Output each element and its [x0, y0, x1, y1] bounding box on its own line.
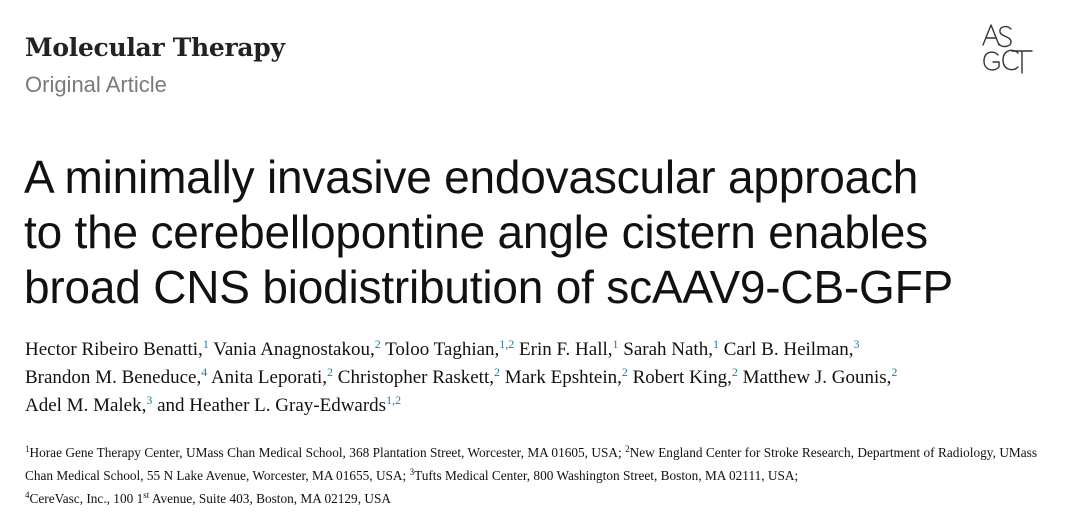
affiliation-text: Tufts Medical Center, 800 Washington Street, Boston, MA 02111, USA;: [414, 468, 799, 483]
author-name: Robert King,: [632, 367, 732, 388]
author-name: Mark Epshtein,: [504, 367, 622, 388]
author: [623, 339, 719, 360]
journal-title: Molecular Therapy: [25, 33, 285, 62]
author-name: Christopher Raskett,: [337, 367, 494, 388]
title-line: broad CNS biodistribution of scAAV9-CB-GFP: [24, 261, 954, 313]
affiliation-text: Horae Gene Therapy Center, UMass Chan Medical School, 368 Plantation Street, Worcester, MA 01605, USA;: [29, 445, 622, 460]
author: [211, 367, 333, 388]
ordinal-suffix: st: [143, 490, 150, 500]
article-type: Original Article: [25, 72, 167, 97]
author-name: Toloo Taghian,: [385, 339, 500, 360]
affiliation-text: New England Center for Stroke Research, Department of Radiology, UMass Chan Medical School, 55 N Lake Avenue, Worcester, MA 01655, USA;: [25, 445, 1037, 483]
author-affiliation-link[interactable]: 3: [853, 337, 860, 351]
asgct-logo: [978, 21, 1036, 79]
author-affiliation-link[interactable]: 2: [621, 365, 628, 379]
author-affiliation-link[interactable]: 2: [891, 365, 898, 379]
author-name: Brandon M. Beneduce,: [25, 367, 202, 388]
author-name: Anita Leporati,: [210, 367, 328, 388]
logo-text: ASGCT: [978, 21, 982, 22]
author-affiliation-link[interactable]: 1,2: [386, 393, 402, 407]
affiliation-number: 3: [409, 467, 415, 477]
author-name: Sarah Nath,: [623, 339, 713, 360]
title-line: to the cerebellopontine angle cistern enables: [24, 206, 928, 258]
author-name: Adel M. Malek,: [25, 395, 147, 416]
affiliation: [25, 445, 622, 460]
affiliation-number: 4: [25, 490, 30, 500]
author-affiliation-link[interactable]: 1: [202, 337, 209, 351]
author: [743, 367, 898, 388]
affiliation: [410, 468, 799, 483]
affiliation-number: 2: [625, 444, 630, 454]
author: [25, 339, 209, 360]
author-name: Matthew J. Gounis,: [742, 367, 892, 388]
affiliation: [25, 491, 391, 506]
article-title: [24, 150, 1024, 315]
author-affiliation-link[interactable]: 2: [374, 337, 381, 351]
author-affiliation-link[interactable]: 2: [731, 365, 738, 379]
author-affiliation-link[interactable]: 3: [146, 393, 153, 407]
author: [505, 367, 628, 388]
author-list: [25, 336, 1050, 420]
author: [25, 395, 152, 416]
affiliations: [25, 441, 1037, 510]
author-affiliation-link[interactable]: 2: [493, 365, 500, 379]
author-affiliation-link[interactable]: 1: [712, 337, 719, 351]
author: [724, 339, 860, 360]
affiliation-text: Avenue, Suite 403, Boston, MA 02129, USA: [149, 491, 391, 506]
affiliation-number: 1: [25, 444, 30, 454]
author: [338, 367, 500, 388]
author: [213, 339, 380, 360]
author: [25, 367, 207, 388]
title-line: A minimally invasive endovascular approach: [24, 151, 919, 203]
author-affiliation-link[interactable]: 1,2: [499, 337, 515, 351]
author: [385, 339, 514, 360]
author-name: Vania Anagnostakou,: [213, 339, 375, 360]
author-name: Carl B. Heilman,: [723, 339, 854, 360]
author-affiliation-link[interactable]: 4: [201, 365, 208, 379]
author-name: and Heather L. Gray-Edwards: [157, 395, 387, 416]
author: [157, 395, 401, 416]
author-name: Erin F. Hall,: [519, 339, 613, 360]
author: [633, 367, 738, 388]
author-affiliation-link[interactable]: 2: [327, 365, 334, 379]
author-name: Hector Ribeiro Benatti,: [25, 339, 203, 360]
author: [519, 339, 618, 360]
affiliation-text: CereVasc, Inc., 100 1: [29, 491, 144, 506]
author-affiliation-link[interactable]: 1: [612, 337, 619, 351]
